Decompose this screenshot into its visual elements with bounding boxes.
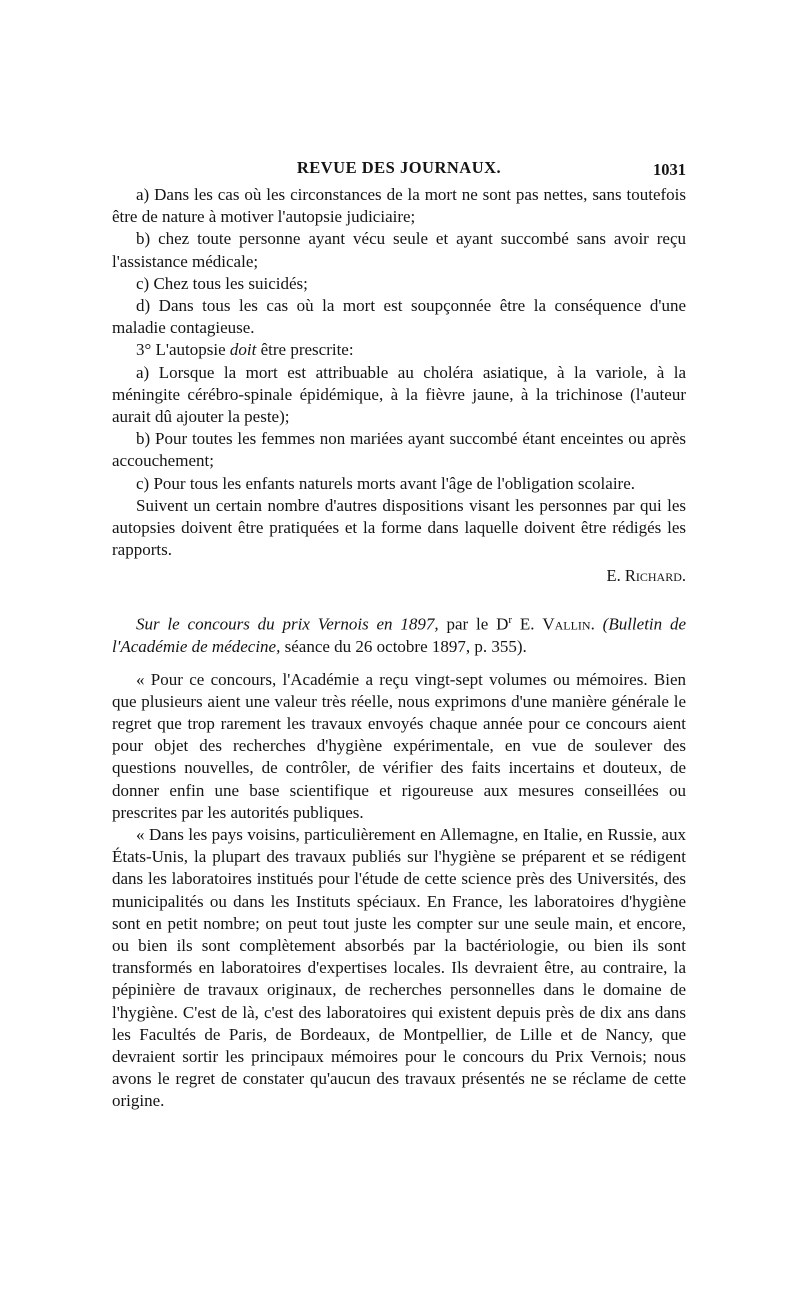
list-item-a: a) Dans les cas où les circonstances de la mort ne sont pas nettes, sans toutefois être de nature à motiver l'autopsie judiciaire; [112,185,686,227]
section-3-heading [112,339,686,361]
running-title: REVUE DES JOURNAUX. [296,158,502,177]
body-paragraph-2: « Dans les pays voisins, particulièrement en Allemagne, en Italie, en Russie, aux États-Unis, la plupart des travaux publiés sur l'hygiène se préparent et se rédigent dans les laboratoires institués pour l'étude de cette science près des Universités, des municipalités ou dans les Instituts spéciaux. En France, les laboratoires d'hygiène sont en petit nombre; on peut tout juste les compter sur une seule main, et encore, ou bien ils sont complètement absorbés par la bactériologie, ou bien ils sont transformés en laboratoires d'expertises locales. Ils devraient être, au contraire, la pépinière de travaux originaux, de recherches personnelles dans le domaine de l'hygiène. C'est de là, c'est des laboratoires qui existent depuis près de dix ans dans les Facultés de Paris, de Bordeaux, de Montpellier, de Lille et de Nancy, que devraient sortir les principaux mémoires pour le concours du Prix Vernois; nous avons le regret de constater qu'aucun des travaux présentés ne se réclame de cette origine. [112,824,686,1111]
article-dr-superscript: r [508,614,513,627]
section-3-heading-emphasis: doit [229,340,257,360]
body-paragraph-1: « Pour ce concours, l'Académie a reçu vingt-sept volumes ou mémoires. Bien que plusieurs aient une valeur très réelle, nous exprimons d'une manière générale le regret que trop rarement les travaux envoyés chaque année pour ce concours aient pour objet des recherches d'hygiène expérimentale, en vue de soulever des questions nouvelles, de contrôler, de vérifier des faits incertains et douteux, de donner enfin une base scientifique et rigoureuse aux mesures conseillées ou prescrites par les autorités publiques. [112,669,686,822]
document-page [112,150,686,1113]
running-header [112,150,686,179]
article-title: Sur le concours du prix Vernois en 1897, [136,615,439,635]
article-heading [112,609,686,658]
section-3-item-c: c) Pour tous les enfants naturels morts avant l'âge de l'obligation scolaire. [136,473,635,493]
article-par-le: par le D [438,615,509,635]
page-number: 1031 [653,160,686,179]
section-3-followup: Suivent un certain nombre d'autres dispositions visant les personnes par qui les autopsies doivent être pratiquées et la forme dans laquelle doivent être rédigés les rapports. [112,495,686,560]
article-source-rest: séance du 26 octobre 1897, p. 355). [280,637,527,657]
list-item-b: b) chez toute personne ayant vécu seule et ayant succombé sans avoir reçu l'assistance médicale; [112,229,686,271]
section-3-item-b: b) Pour toutes les femmes non mariées ayant succombé étant enceintes ou après accouchement; [112,429,686,471]
signature-initial: E. [606,566,625,586]
section-3-heading-prefix: 3° L'autopsie [136,340,230,360]
section-gap [112,587,686,609]
signature-name: Richard. [624,566,686,586]
section-3-item-a: a) Lorsque la mort est attribuable au choléra asiatique, à la variole, à la méningite cérébro-spinale épidémique, à la fièvre jaune, à la trichinose (l'auteur aurait dû ajouter la peste); [112,362,686,427]
article-author-initial: E. [512,615,543,635]
signature [112,565,686,587]
list-item-c: c) Chez tous les suicidés; [136,273,308,293]
article-author-name: Vallin. [542,615,595,635]
article-source: (Bulletin de l'Académie de médecine, [112,615,687,657]
list-item-d: d) Dans tous les cas où la mort est soupçonnée être la conséquence d'une maladie contagieuse. [112,296,686,338]
section-3-heading-suffix: être prescrite: [256,340,354,360]
article-gap [112,659,686,669]
